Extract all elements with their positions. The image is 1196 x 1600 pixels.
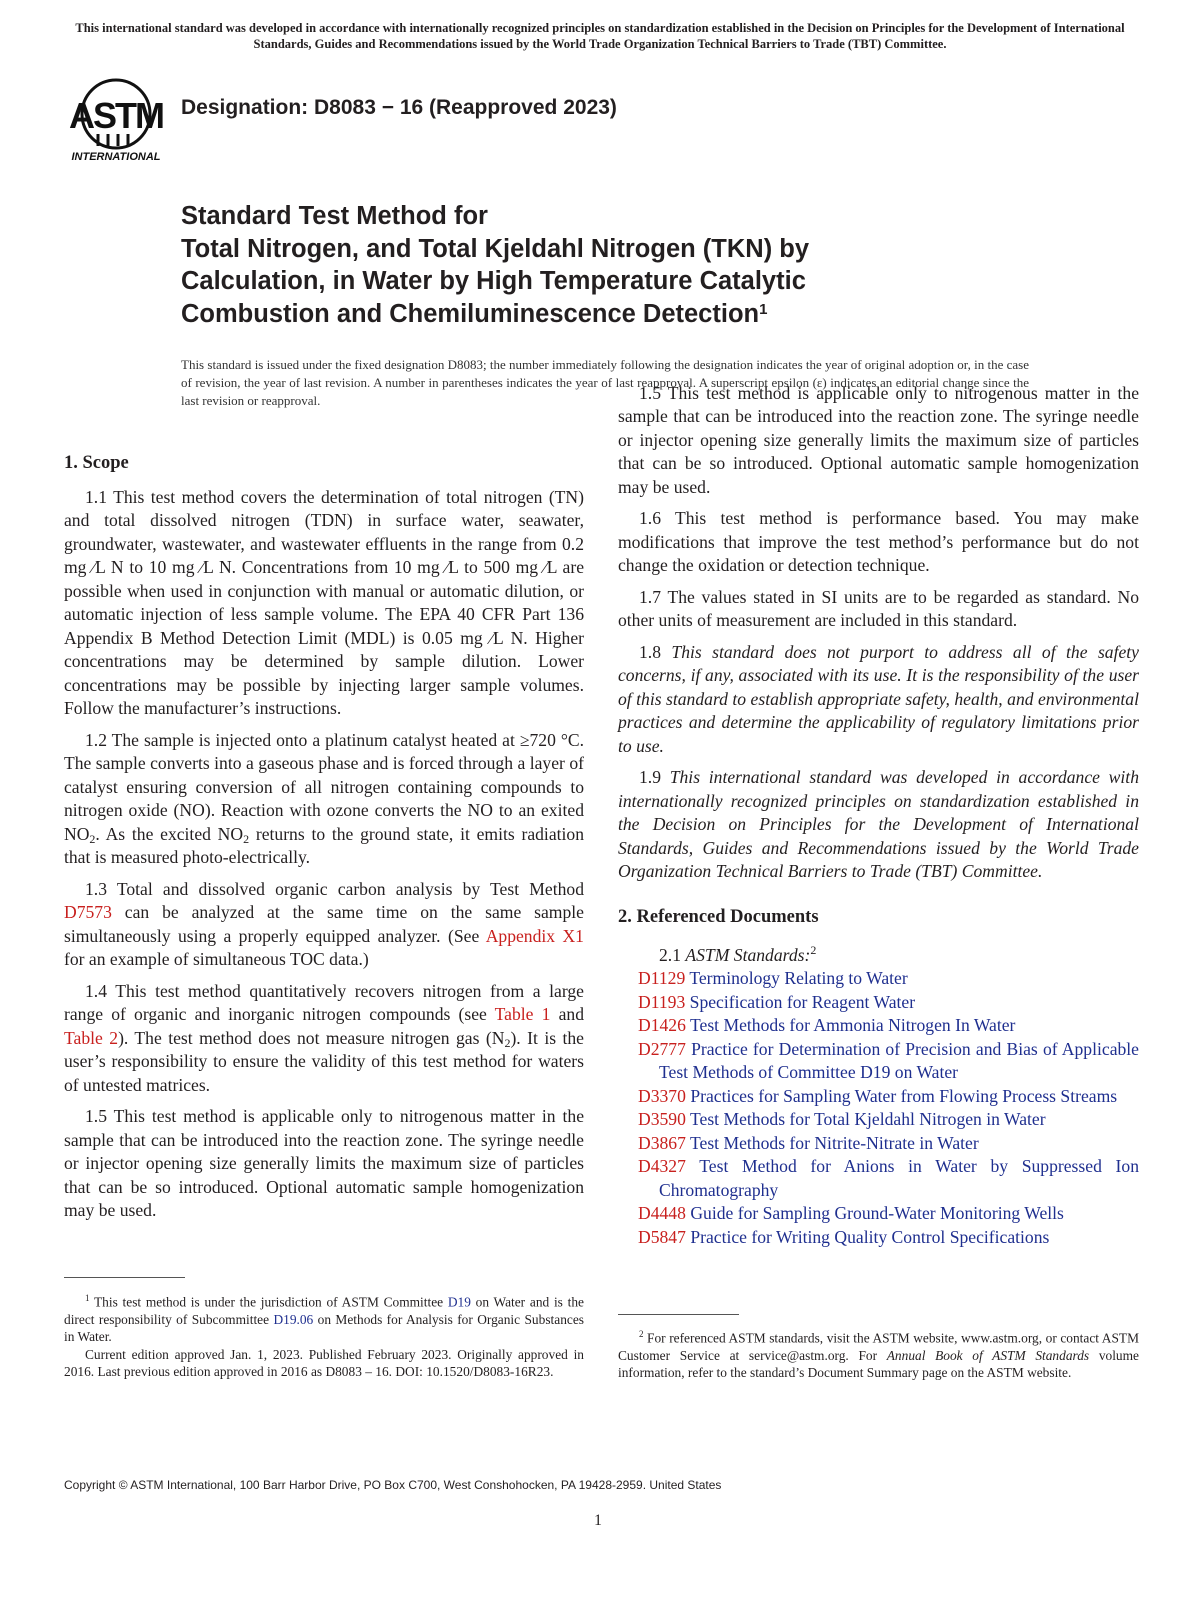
reference-item[interactable]: D4448 Guide for Sampling Ground-Water Monitoring Wells (638, 1203, 1064, 1224)
title-line-2: Total Nitrogen, and Total Kjeldahl Nitrogen (TKN) by (181, 234, 810, 263)
paragraph-1-2: 1.2 The sample is injected onto a platinum catalyst heated at ≥720 °C. The sample converts into a gaseous phase and is forced through a layer of catalyst ensuring conversion of all nitrogen containing compounds to nitrogen oxide (NO). Reaction with ozone converts the NO to an exited $NO_2$. As the excited $NO_2$ returns to the ground state, it emits radiation that is measured photo-electrically. (64, 729, 584, 867)
footnote-2: $^2$ For referenced ASTM standards, visit the ASTM website, www.astm.org, or contact ASTM Customer Service at service@astm.org. For Annual Book of ASTM Standards volume information, refer to the standard’s Document Summary page on the ASTM website. (618, 1329, 1139, 1381)
footnote-1-edition: Current edition approved Jan. 1, 2023. Published February 2023. Originally approved in 2016. Last previous edition approved in 2016 as D8083 – 16. DOI: 10.1520/D8083-16R23. (64, 1346, 584, 1380)
reference-subheading: 2.1 ASTM Standards:$^2$ (659, 943, 817, 965)
document-title (181, 200, 1001, 330)
footnote-1: $^1$ This test method is under the jurisdiction of ASTM Committee D19 on Water and is the direct responsibility of Subcommittee D19.06 on Methods for Analysis for Organic Substances in Water. Current edition approved Jan. 1, 2023. Published February 2023. Originally approved in 2016. Last previous edition approved in 2016 as D8083 – 16. DOI: 10.1520/D8083-16R23. (64, 1293, 584, 1380)
page-number: 1 (594, 1512, 602, 1529)
link-appendix-x1[interactable]: Appendix X1 (485, 925, 584, 946)
link-d19-06[interactable]: D19.06 (273, 1311, 314, 1327)
right-column (618, 382, 1139, 1249)
title-line-1: Standard Test Method for (181, 202, 488, 230)
paragraph-1-9: 1.9 This international standard was developed in accordance with internationally recognized principles on standardization established in the Decision on Principles for the Development of International Standards, Guides and Recommendations issued by the World Trade Organization Technical Barriers to Trade (TBT) Committee. (618, 767, 1139, 881)
footnote-divider-left (64, 1277, 185, 1278)
reference-item[interactable]: D1129 Terminology Relating to Water (638, 968, 908, 989)
reference-item[interactable]: D3370 Practices for Sampling Water from Flowing Process Streams (638, 1085, 1118, 1106)
reference-item[interactable]: D3590 Test Methods for Total Kjeldahl Nitrogen in Water (638, 1109, 1046, 1130)
designation-note: This standard is issued under the fixed designation D8083; the number immediately following the designation indicates the year of original adoption or, in the case of revision, the year of last revision. A number in parentheses indicates the year of last reapproval. A superscript epsilon (ε) indicates an editorial change since the last revision or reapproval. (181, 357, 1029, 408)
logo-subtext: INTERNATIONAL (71, 151, 161, 163)
reference-item[interactable]: D1426 Test Methods for Ammonia Nitrogen In Water (638, 1015, 1016, 1036)
reference-item[interactable]: D5847 Practice for Writing Quality Control Specifications (638, 1226, 1050, 1247)
left-column (64, 452, 584, 1220)
paragraph-1-8: 1.8 This standard does not purport to address all of the safety concerns, if any, associated with its use. It is the responsibility of the user of this standard to establish appropriate safety, health, and environmental practices and determine the applicability of regulatory limitations prior to use. (618, 641, 1139, 756)
reference-item[interactable]: D3867 Test Methods for Nitrite-Nitrate in Water (638, 1132, 979, 1153)
paragraph-1-1: 1.1 This test method covers the determination of total nitrogen (TN) and total dissolved nitrogen (TDN) in surface water, seawater, groundwater, wastewater, and wastewater effluents in the range from 0.2 mg ⁄L N to 10 mg ⁄L N. Concentrations from 10 mg ⁄L to 500 mg ⁄L are possible when used in conjunction with manual or automatic dilution, or automatic injection of less sample volume. The EPA 40 CFR Part 136 Appendix B Method Detection Limit (MDL) is 0.05 mg ⁄L N. Higher concentrations may be determined by sample dilution. Lower concentrations may be possible by injecting larger sample volumes. Follow the manufacturer’s instructions. (64, 486, 584, 718)
reference-item[interactable]: D4327 Test Method for Anions in Water by Suppressed Ion Chromatography (638, 1156, 1139, 1200)
reference-item[interactable]: D1193 Specification for Reagent Water (638, 991, 916, 1012)
reference-list (618, 939, 1139, 1249)
paragraph-1-3: 1.3 Total and dissolved organic carbon analysis by Test Method D7573 can be analyzed at the same time on the same sample simultaneously using a properly equipped analyzer. (See Appendix X1 for an example of simultaneous TOC data.) (64, 878, 584, 969)
title-line-4: Combustion and Chemiluminescence Detection (181, 299, 760, 328)
top-notice: This international standard was developed in accordance with internationally recognized principles on standardization established in the Decision on Principles for the Development of International Standards, Guides and Recommendations issued by the World Trade Organization Technical Barriers to Trade (TBT) Committee. (75, 21, 1125, 51)
logo-text: ASTM (69, 95, 163, 136)
link-d7573[interactable]: D7573 (64, 902, 112, 922)
footnote-divider-right (618, 1314, 739, 1315)
title-line-3: Calculation, in Water by High Temperature Catalytic (181, 267, 806, 295)
reference-item[interactable]: D2777 Practice for Determination of Precision and Bias of Applicable Test Methods of Committee D19 on Water (638, 1038, 1139, 1083)
designation: Designation: D8083 − 16 (Reapproved 2023) (181, 96, 617, 119)
paragraph-1-7: 1.7 The values stated in SI units are to be regarded as standard. No other units of measurement are included in this standard. (618, 586, 1139, 630)
title-footnote-mark: 1 (759, 300, 768, 318)
paragraph-1-4: 1.4 This test method quantitatively recovers nitrogen from a large range of organic and inorganic nitrogen compounds (see Table 1 and Table 2). The test method does not measure nitrogen gas $(N_2)$. It is the user’s responsibility to ensure the validity of this test method for waters of untested matrices. (64, 980, 584, 1095)
link-table-2[interactable]: Table 2 (64, 1027, 119, 1048)
section-heading-referenced: 2. Referenced Documents (618, 906, 819, 927)
link-table-1[interactable]: Table 1 (494, 1004, 551, 1024)
paragraph-1-5: 1.5 This test method is applicable only to nitrogenous matter in the sample that can be introduced into the reaction zone. The syringe needle or injector opening size generally limits the maximum size of particles that can be so introduced. Optional automatic sample homogenization may be used. (64, 1106, 584, 1220)
copyright-line: Copyright © ASTM International, 100 Barr Harbor Drive, PO Box C700, West Conshohocken, PA 19428-2959. United States (64, 1478, 722, 1492)
paragraph-1-6: 1.6 This test method is performance based. You may make modifications that improve the test method’s performance but do not change the oxidation or detection technique. (618, 508, 1139, 575)
astm-logo (62, 72, 170, 164)
paragraph-1-5-cont: 1.5 This test method is applicable only to nitrogenous matter in the sample that can be introduced into the reaction zone. The syringe needle or injector opening size generally limits the maximum size of particles that can be so introduced. Optional automatic sample homogenization may be used. (618, 382, 1139, 497)
link-d19[interactable]: D19 (447, 1294, 471, 1310)
section-heading-scope: 1. Scope (64, 453, 129, 473)
